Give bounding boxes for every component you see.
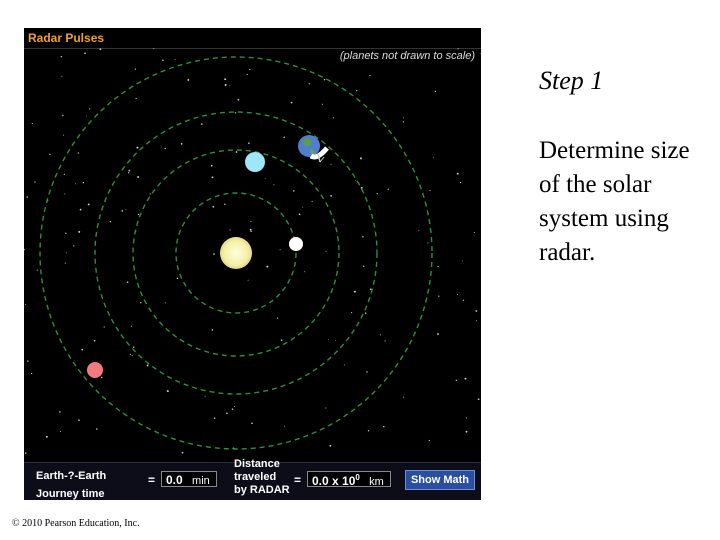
star [429, 440, 430, 441]
star [403, 121, 404, 122]
star [403, 117, 404, 118]
star [232, 408, 234, 410]
star [433, 157, 434, 158]
star [331, 164, 332, 165]
star [429, 190, 430, 191]
star [64, 174, 65, 175]
star [162, 59, 164, 61]
sun-icon [220, 237, 252, 269]
star [280, 249, 281, 250]
star [388, 189, 389, 190]
star [360, 157, 362, 159]
star [153, 48, 154, 49]
star [94, 340, 96, 342]
star [78, 231, 80, 233]
star [34, 181, 35, 182]
star [480, 53, 481, 54]
star [248, 280, 249, 281]
radar-pulses-simulation [24, 28, 481, 500]
star [96, 428, 98, 430]
journey-label-line1: Earth-?-Earth [36, 470, 107, 482]
star [235, 112, 236, 113]
mercury-planet-icon [289, 237, 303, 251]
copyright-notice: © 2010 Pearson Education, Inc. [12, 518, 140, 529]
star [250, 229, 252, 231]
star [130, 354, 131, 355]
star [236, 151, 238, 153]
star [304, 271, 305, 272]
star [460, 182, 461, 183]
star [344, 365, 345, 366]
star [75, 183, 76, 184]
star [291, 102, 293, 104]
star [101, 377, 102, 378]
star [49, 154, 50, 155]
star [361, 187, 363, 189]
distance-label-line3: by RADAR [234, 484, 290, 496]
star [456, 380, 457, 381]
star [187, 79, 189, 81]
star [251, 422, 253, 424]
star [465, 378, 467, 380]
star [385, 340, 386, 341]
star [128, 172, 129, 173]
star [377, 193, 378, 194]
star [463, 300, 464, 301]
star [329, 445, 331, 447]
star [478, 398, 480, 400]
star [457, 173, 459, 175]
star [457, 294, 458, 295]
star [26, 196, 28, 198]
star [299, 213, 301, 215]
star [333, 117, 334, 118]
star [281, 339, 283, 341]
star [354, 291, 356, 293]
star [182, 452, 184, 454]
star [224, 203, 225, 204]
journey-label-line2: Journey time [36, 488, 105, 500]
distance-field [307, 471, 391, 487]
star [212, 176, 214, 178]
star [368, 430, 369, 431]
star [201, 123, 203, 125]
star [31, 373, 32, 374]
distance-label-line2: traveled [234, 471, 277, 483]
star [324, 79, 325, 80]
equals-sign: = [294, 473, 302, 487]
star [226, 412, 228, 414]
show-math-button[interactable]: Show Math [405, 470, 475, 490]
star [437, 266, 438, 267]
star [138, 214, 139, 215]
star [212, 329, 214, 331]
star [136, 147, 138, 149]
star [60, 431, 61, 432]
star [466, 431, 468, 433]
control-panel [24, 458, 481, 500]
star [274, 184, 275, 185]
star [249, 69, 250, 70]
star [369, 75, 370, 76]
star [61, 76, 62, 77]
star [80, 209, 82, 211]
star [211, 165, 213, 167]
star [266, 266, 268, 268]
star [25, 452, 27, 454]
star [351, 312, 352, 313]
star [81, 349, 83, 351]
venus-planet-icon [245, 152, 265, 172]
star [64, 194, 65, 195]
star [362, 236, 363, 237]
star [355, 180, 356, 181]
star-field [24, 48, 481, 454]
star [164, 148, 165, 149]
star [110, 221, 111, 222]
star [250, 231, 251, 232]
star [88, 203, 90, 205]
earth-planet-icon [298, 135, 320, 157]
star [73, 245, 74, 246]
star [32, 123, 33, 124]
star [126, 209, 127, 210]
star [167, 390, 169, 392]
star [24, 249, 25, 250]
star [175, 59, 176, 60]
star [177, 278, 178, 279]
star [224, 78, 226, 80]
star [363, 266, 364, 267]
star [476, 310, 478, 312]
star [229, 85, 230, 86]
star [84, 52, 86, 54]
star [212, 206, 214, 208]
star [65, 233, 66, 234]
star [104, 326, 105, 327]
star [213, 253, 215, 255]
star [59, 411, 61, 413]
distance-exponent: 0 [355, 473, 360, 482]
star [136, 98, 137, 99]
star [326, 251, 327, 252]
star [265, 178, 266, 179]
star [335, 340, 336, 341]
journey-time-unit: min [192, 475, 210, 487]
star [140, 302, 141, 303]
star [284, 426, 285, 427]
journey-time-field [161, 471, 217, 487]
star [132, 355, 133, 356]
equals-sign: = [148, 473, 156, 487]
star [380, 334, 381, 335]
star [86, 116, 87, 117]
star [83, 182, 84, 183]
distance-label [234, 458, 290, 497]
star [356, 90, 357, 91]
star [150, 193, 151, 194]
simulation-title: Radar Pulses [28, 31, 105, 45]
star [247, 74, 248, 75]
star [458, 48, 459, 49]
simulation-title-bar [24, 28, 481, 49]
star [46, 436, 48, 438]
star [466, 417, 467, 418]
star [438, 295, 439, 296]
star [309, 83, 310, 84]
star [61, 56, 62, 57]
star [474, 232, 475, 233]
star [234, 406, 235, 407]
star [135, 68, 136, 69]
star [437, 333, 439, 335]
star [165, 302, 166, 303]
star [27, 360, 28, 361]
star [214, 417, 215, 418]
star [133, 346, 135, 348]
star [100, 48, 102, 50]
distance-mantissa: 0.0 x 10 [312, 474, 356, 488]
star [131, 326, 132, 327]
star [435, 91, 436, 92]
star [121, 210, 123, 212]
star [476, 320, 477, 321]
star [418, 230, 419, 231]
star [225, 84, 227, 86]
star [383, 426, 384, 427]
star [370, 288, 372, 290]
star [66, 252, 67, 253]
step-title: Step 1 [539, 66, 604, 95]
star [248, 142, 250, 144]
star [181, 143, 183, 145]
star [127, 281, 129, 283]
step-description: Determine size of the solar system using radar. [539, 137, 690, 266]
star [205, 396, 206, 397]
star [229, 229, 230, 230]
star [37, 270, 38, 271]
star [330, 195, 332, 197]
star [65, 263, 66, 264]
star [277, 317, 278, 318]
star [250, 221, 251, 222]
star [78, 152, 79, 153]
star [89, 108, 90, 109]
star [427, 242, 428, 243]
distance-unit: km [369, 476, 384, 488]
star [328, 339, 329, 340]
journey-time-value: 0.0 [166, 473, 183, 487]
star [147, 364, 149, 366]
star [403, 397, 404, 398]
star [78, 419, 80, 421]
star [283, 136, 285, 138]
solar-system-view [24, 48, 481, 462]
journey-label [36, 470, 106, 500]
star [25, 304, 26, 305]
star [462, 261, 463, 262]
star [302, 207, 303, 208]
star [322, 104, 323, 105]
distance-label-line1: Distance [234, 458, 280, 470]
star [365, 312, 366, 313]
star [62, 115, 63, 116]
star [293, 190, 295, 192]
mars-planet-icon [87, 362, 103, 378]
star [312, 201, 313, 202]
star [366, 371, 367, 372]
star [238, 99, 240, 101]
star [137, 176, 139, 178]
star [325, 407, 326, 408]
star [128, 170, 130, 172]
star [63, 135, 64, 136]
scale-note: (planets not drawn to scale) [339, 50, 475, 62]
